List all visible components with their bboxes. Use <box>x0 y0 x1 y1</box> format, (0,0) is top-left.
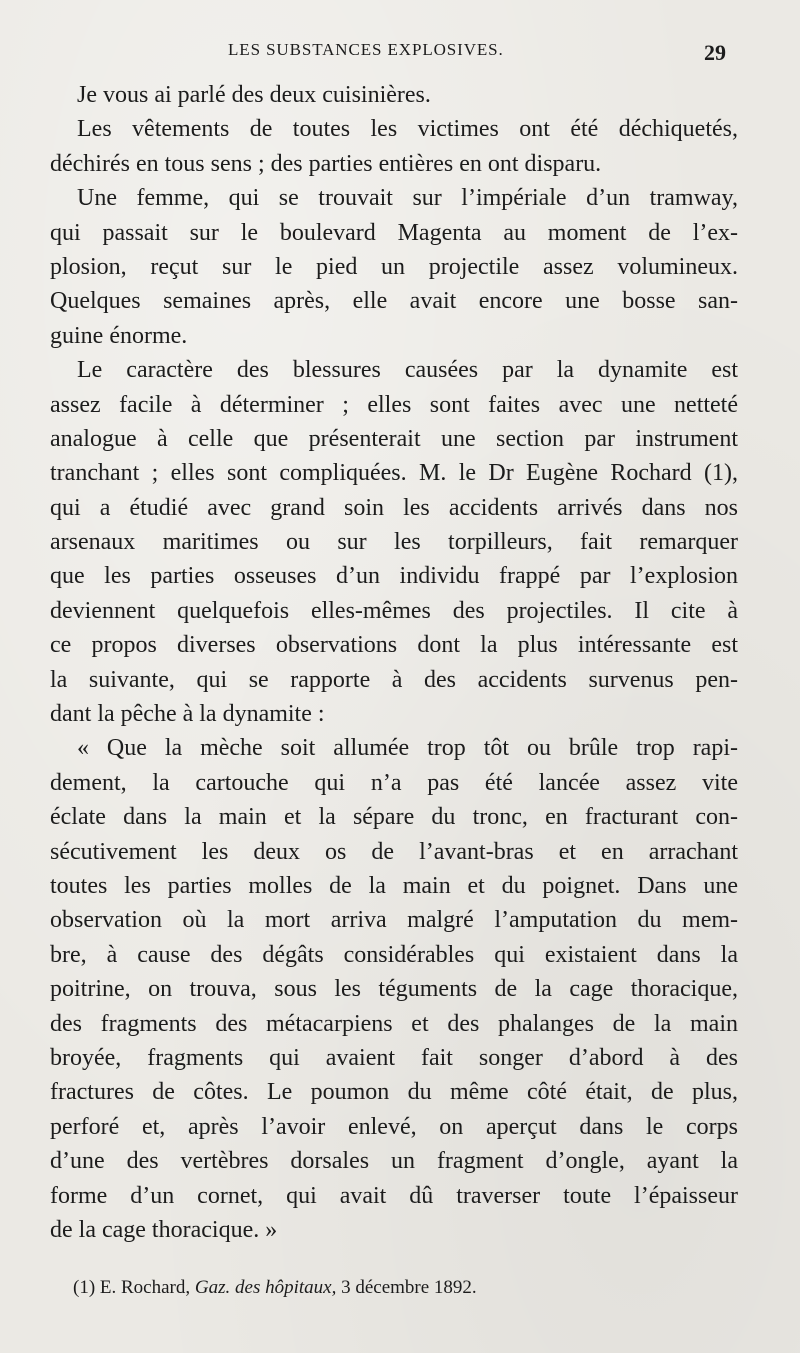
page-number: 29 <box>704 40 726 65</box>
text-line: assez facile à déterminer ; elles sont faites avec une netteté <box>50 391 738 418</box>
text-line: « Que la mèche soit allumée trop tôt ou brûle trop rapi- <box>77 735 738 762</box>
text-line: Le caractère des blessures causées par la dynamite est <box>77 357 738 384</box>
text-line: Une femme, qui se trouvait sur l’impériale d’un tramway, <box>77 185 738 212</box>
text-line: éclate dans la main et la sépare du tronc, en fracturant con- <box>50 804 738 831</box>
text-line: qui passait sur le boulevard Magenta au moment de l’ex- <box>50 219 738 246</box>
text-line: analogue à celle que présenterait une section par instrument <box>50 425 738 452</box>
text-line: plosion, reçut sur le pied un projectile assez volumineux. <box>50 253 738 280</box>
text-line: d’une des vertèbres dorsales un fragment d’ongle, ayant la <box>50 1148 738 1175</box>
text-line: broyée, fragments qui avaient fait songer d’abord à des <box>50 1044 738 1071</box>
text-line: Les vêtements de toutes les victimes ont été déchiquetés, <box>77 116 738 143</box>
text-line: perforé et, après l’avoir enlevé, on aperçut dans le corps <box>50 1113 738 1140</box>
running-head: LES SUBSTANCES EXPLOSIVES. <box>228 40 504 59</box>
footnote <box>73 1277 477 1299</box>
text-line: sécutivement les deux os de l’avant-bras et en arrachant <box>50 838 738 865</box>
footnote-date: 3 décembre 1892. <box>341 1277 477 1298</box>
footnote-journal: Gaz. des hôpitaux, <box>194 1277 337 1298</box>
text-line: déchirés en tous sens ; des parties entières en ont disparu. <box>50 150 602 177</box>
text-line: toutes les parties molles de la main et du poignet. Dans une <box>50 872 738 899</box>
footnote-reference: (1) E. Rochard, <box>73 1277 191 1298</box>
text-line: observation où la mort arriva malgré l’amputation du mem- <box>50 907 738 934</box>
text-line: la suivante, qui se rapporte à des accidents survenus pen- <box>50 666 738 693</box>
text-line: des fragments des métacarpiens et des phalanges de la main <box>50 1010 738 1037</box>
text-line: que les parties osseuses d’un individu frappé par l’explosion <box>50 563 738 590</box>
text-line: ce propos diverses observations dont la plus intéressante est <box>50 632 738 659</box>
text-line: arsenaux maritimes ou sur les torpilleurs, fait remarquer <box>50 529 738 556</box>
text-line: qui a étudié avec grand soin les accidents arrivés dans nos <box>50 494 738 521</box>
text-line: guine énorme. <box>50 322 188 349</box>
text-line: deviennent quelquefois elles-mêmes des projectiles. Il cite à <box>50 597 738 624</box>
text-line: dant la pêche à la dynamite : <box>50 701 325 728</box>
text-line: Quelques semaines après, elle avait encore une bosse san- <box>50 288 738 315</box>
body-text <box>50 78 738 1247</box>
text-line: de la cage thoracique. » <box>50 1216 278 1243</box>
text-line: tranchant ; elles sont compliquées. M. le Dr Eugène Rochard (1), <box>50 460 738 487</box>
text-line: Je vous ai parlé des deux cuisinières. <box>77 82 431 108</box>
text-line: dement, la cartouche qui n’a pas été lancée assez vite <box>50 769 738 796</box>
text-line: forme d’un cornet, qui avait dû traverser toute l’épaisseur <box>50 1182 738 1209</box>
text-line: fractures de côtes. Le poumon du même côté était, de plus, <box>50 1079 738 1106</box>
text-line: bre, à cause des dégâts considérables qui existaient dans la <box>50 941 738 968</box>
text-line: poitrine, on trouva, sous les téguments de la cage thoracique, <box>50 976 738 1003</box>
